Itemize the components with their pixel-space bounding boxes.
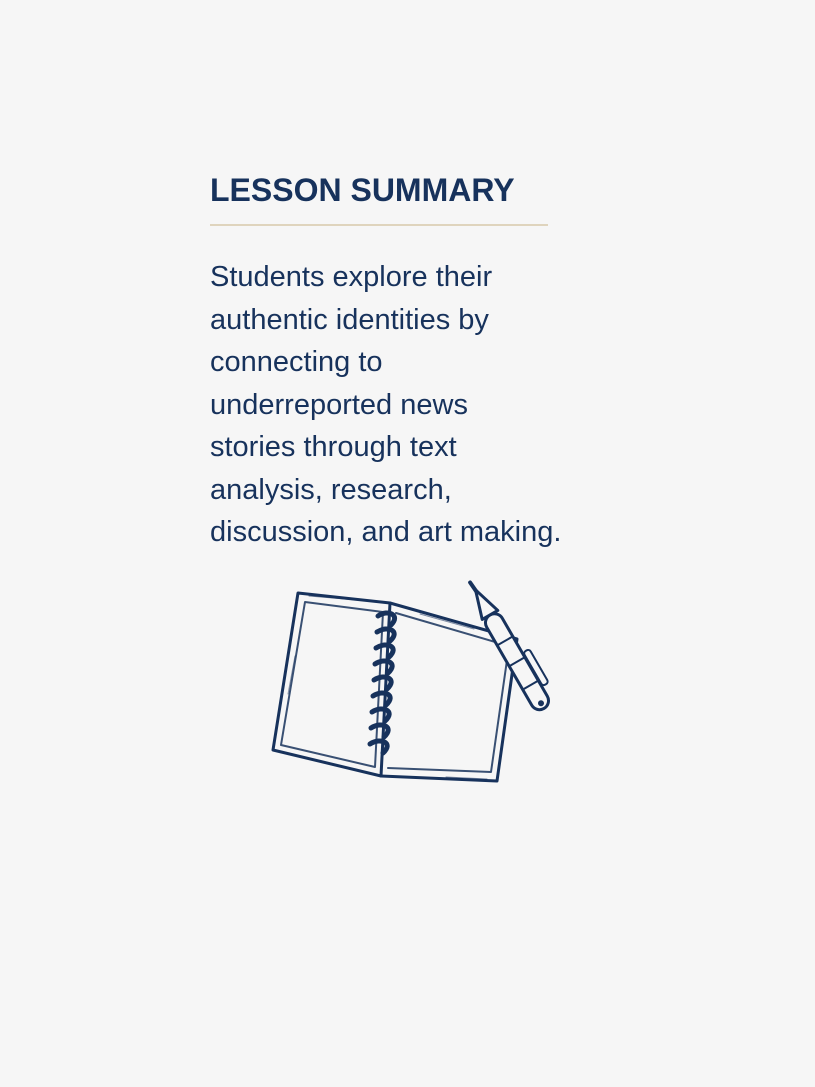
summary-line: analysis, research,: [210, 473, 452, 506]
summary-line: discussion, and art making.: [210, 516, 562, 548]
summary-line: underreported news: [210, 388, 468, 421]
title-divider: [210, 224, 548, 226]
summary-line: connecting to: [210, 346, 383, 378]
lesson-summary-card: [210, 170, 590, 548]
lesson-summary-text: [210, 256, 580, 554]
notebook-pen-icon: [265, 574, 565, 804]
summary-line: authentic identities by: [210, 303, 489, 336]
page-title: LESSON SUMMARY: [210, 172, 515, 208]
summary-line: Students explore their: [210, 261, 493, 293]
summary-line: stories through text: [210, 431, 457, 463]
